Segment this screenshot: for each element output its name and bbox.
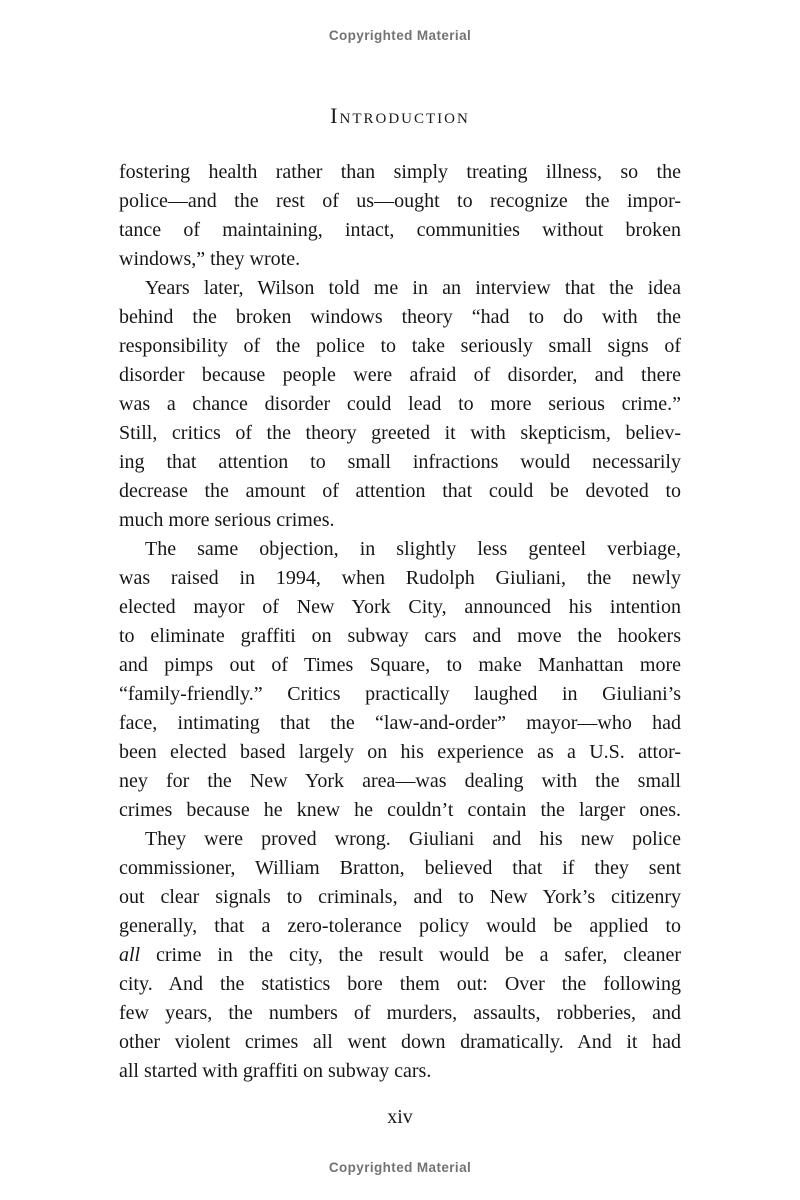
text-line: disorder because people were afraid of disorder, and there xyxy=(119,364,681,386)
text-line: was a chance disorder could lead to more serious crime.” xyxy=(119,393,681,415)
text-line xyxy=(119,941,681,970)
text-line: Years later, Wilson told me in an interview that the idea xyxy=(145,277,681,299)
text-line: tance of maintaining, intact, communities without broken xyxy=(119,219,681,241)
text-line: Still, critics of the theory greeted it with skepticism, believ- xyxy=(119,422,681,444)
text-line: city. And the statistics bore them out: Over the following xyxy=(119,973,681,995)
copyright-notice-bottom: Copyrighted Material xyxy=(328,1160,472,1175)
text-line: been elected based largely on his experience as a U.S. attor- xyxy=(119,741,681,763)
chapter-title: Introduction xyxy=(330,103,470,128)
page-number: xiv xyxy=(387,1106,413,1128)
text-line: The same objection, in slightly less genteel verbiage, xyxy=(145,538,681,560)
text-line: “family-friendly.” Critics practically laughed in Giuliani’s xyxy=(119,683,681,705)
text-line: ing that attention to small infractions would necessarily xyxy=(119,451,681,473)
text-line: out clear signals to criminals, and to New York’s citizenry xyxy=(119,886,681,908)
italic-text: all xyxy=(119,944,141,966)
text-line: behind the broken windows theory “had to do with the xyxy=(119,306,681,328)
text-line: commissioner, William Bratton, believed that if they sent xyxy=(119,857,681,879)
copyright-notice-top: Copyrighted Material xyxy=(328,28,472,43)
text-line: police—and the rest of us—ought to recognize the impor- xyxy=(119,190,681,212)
text-line: fostering health rather than simply treating illness, so the xyxy=(119,161,681,183)
text-line: windows,” they wrote. xyxy=(119,248,301,270)
text-line: generally, that a zero-tolerance policy would be applied to xyxy=(119,915,681,937)
text-line: and pimps out of Times Square, to make Manhattan more xyxy=(119,654,681,676)
text-line: decrease the amount of attention that could be devoted to xyxy=(119,480,681,502)
page-body-text xyxy=(119,158,681,1086)
text-line: They were proved wrong. Giuliani and his new police xyxy=(145,828,681,850)
text-line: all started with graffiti on subway cars. xyxy=(119,1060,432,1082)
text-line: few years, the numbers of murders, assaults, robberies, and xyxy=(119,1002,681,1024)
text-line: responsibility of the police to take seriously small signs of xyxy=(119,335,681,357)
text-line: elected mayor of New York City, announced his intention xyxy=(119,596,681,618)
text-line: crimes because he knew he couldn’t contain the larger ones. xyxy=(119,799,681,821)
text-line: face, intimating that the “law-and-order” mayor—who had xyxy=(119,712,681,734)
text-line: much more serious crimes. xyxy=(119,509,335,531)
text-line: other violent crimes all went down dramatically. And it had xyxy=(119,1031,681,1053)
text-segment: crime in the city, the result would be a safer, cleaner xyxy=(140,944,681,966)
text-line: was raised in 1994, when Rudolph Giuliani, the newly xyxy=(119,567,681,589)
text-line: ney for the New York area—was dealing with the small xyxy=(119,770,681,792)
text-line: to eliminate graffiti on subway cars and move the hookers xyxy=(119,625,681,647)
